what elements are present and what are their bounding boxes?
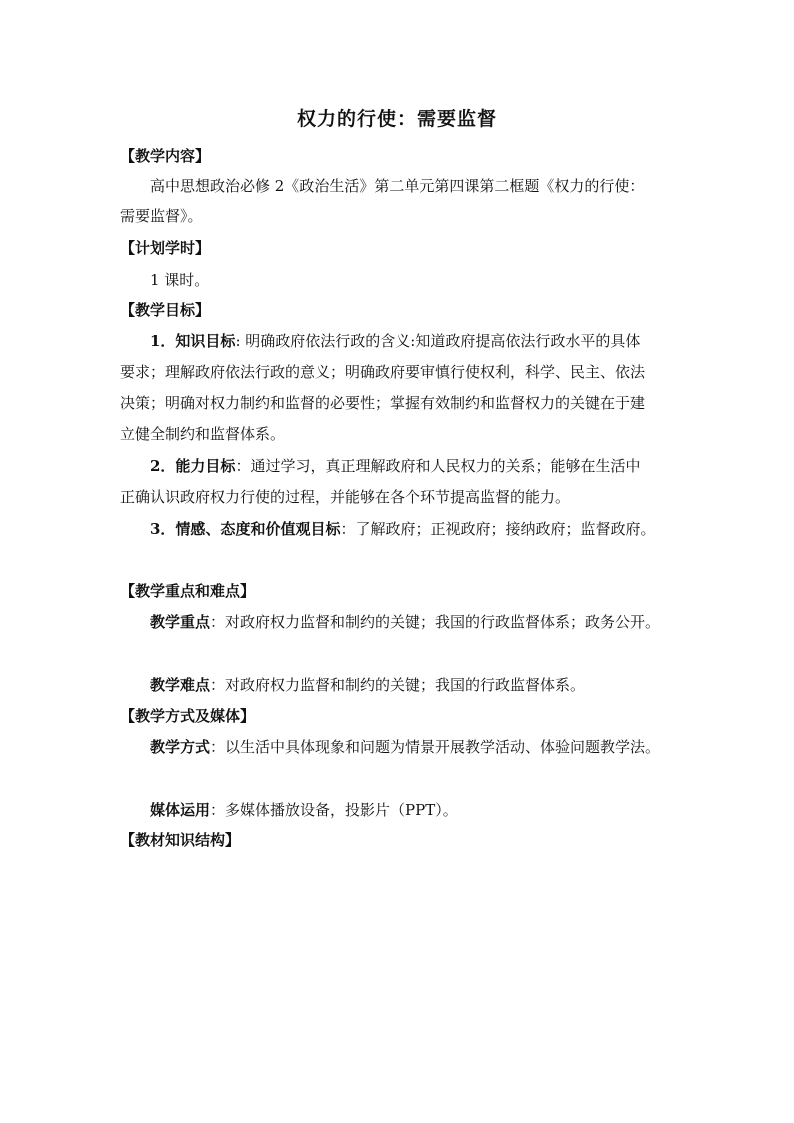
goal-1-line-1 bbox=[150, 331, 680, 351]
focus-label: 教学重点 bbox=[150, 613, 211, 631]
difficulty-label: 教学难点 bbox=[150, 676, 211, 694]
goal-2-line-2: 正确认识政府权力行使的过程，并能够在各个环节提高监督的能力。 bbox=[120, 488, 571, 506]
goal-3-line bbox=[150, 519, 680, 539]
method-text: ：以生活中具体现象和问题为情景开展教学活动、体验问题教学法。 bbox=[210, 738, 661, 756]
goal-2-label: 2．能力目标 bbox=[150, 457, 236, 475]
method-line bbox=[150, 737, 680, 757]
goal-3-label: 3．情感、态度和价值观目标 bbox=[150, 520, 341, 538]
goal-1-label: 1．知识目标 bbox=[150, 332, 236, 350]
content-line-2: 需要监督》。 bbox=[120, 207, 203, 225]
section-heading-goals: 【教学目标】 bbox=[120, 301, 211, 319]
difficulty-line bbox=[150, 675, 680, 695]
section-heading-content: 【教学内容】 bbox=[120, 147, 211, 165]
hours-text: 1 课时。 bbox=[150, 271, 210, 289]
goal-2-line-1 bbox=[150, 456, 680, 476]
goal-1-line-2: 要求；理解政府依法行政的意义；明确政府要审慎行使权利，科学、民主、依法 bbox=[120, 363, 646, 381]
section-heading-keypoints: 【教学重点和难点】 bbox=[120, 582, 256, 600]
section-heading-hours: 【计划学时】 bbox=[120, 239, 211, 257]
media-label: 媒体运用 bbox=[150, 801, 211, 819]
focus-text: ：对政府权力监督和制约的关键；我国的行政监督体系；政务公开。 bbox=[210, 613, 661, 631]
document-title: 权力的行使：需要监督 bbox=[296, 108, 497, 130]
content-line-1: 高中思想政治必修 2《政治生活》第二单元第四课第二框题《权力的行使： bbox=[150, 177, 645, 195]
goal-1-line-3: 决策；明确对权力制约和监督的必要性；掌握有效制约和监督权力的关键在于建 bbox=[120, 394, 646, 412]
focus-line bbox=[150, 612, 680, 632]
media-text: ：多媒体播放设备，投影片（PPT）。 bbox=[210, 801, 458, 819]
goal-3-text: ：了解政府；正视政府；接纳政府；监督政府。 bbox=[340, 520, 656, 538]
section-heading-structure: 【教材知识结构】 bbox=[120, 831, 241, 849]
goal-1-text: : 明确政府依法行政的含义:知道政府提高依法行政水平的具体 bbox=[235, 332, 641, 350]
difficulty-text: ：对政府权力监督和制约的关键；我国的行政监督体系。 bbox=[210, 676, 586, 694]
section-heading-methods: 【教学方式及媒体】 bbox=[120, 707, 256, 725]
goal-2-text: ：通过学习，真正理解政府和人民权力的关系；能够在生活中 bbox=[235, 457, 641, 475]
goal-1-line-4: 立健全制约和监督体系。 bbox=[120, 425, 286, 443]
method-label: 教学方式 bbox=[150, 738, 211, 756]
media-line bbox=[150, 800, 680, 820]
